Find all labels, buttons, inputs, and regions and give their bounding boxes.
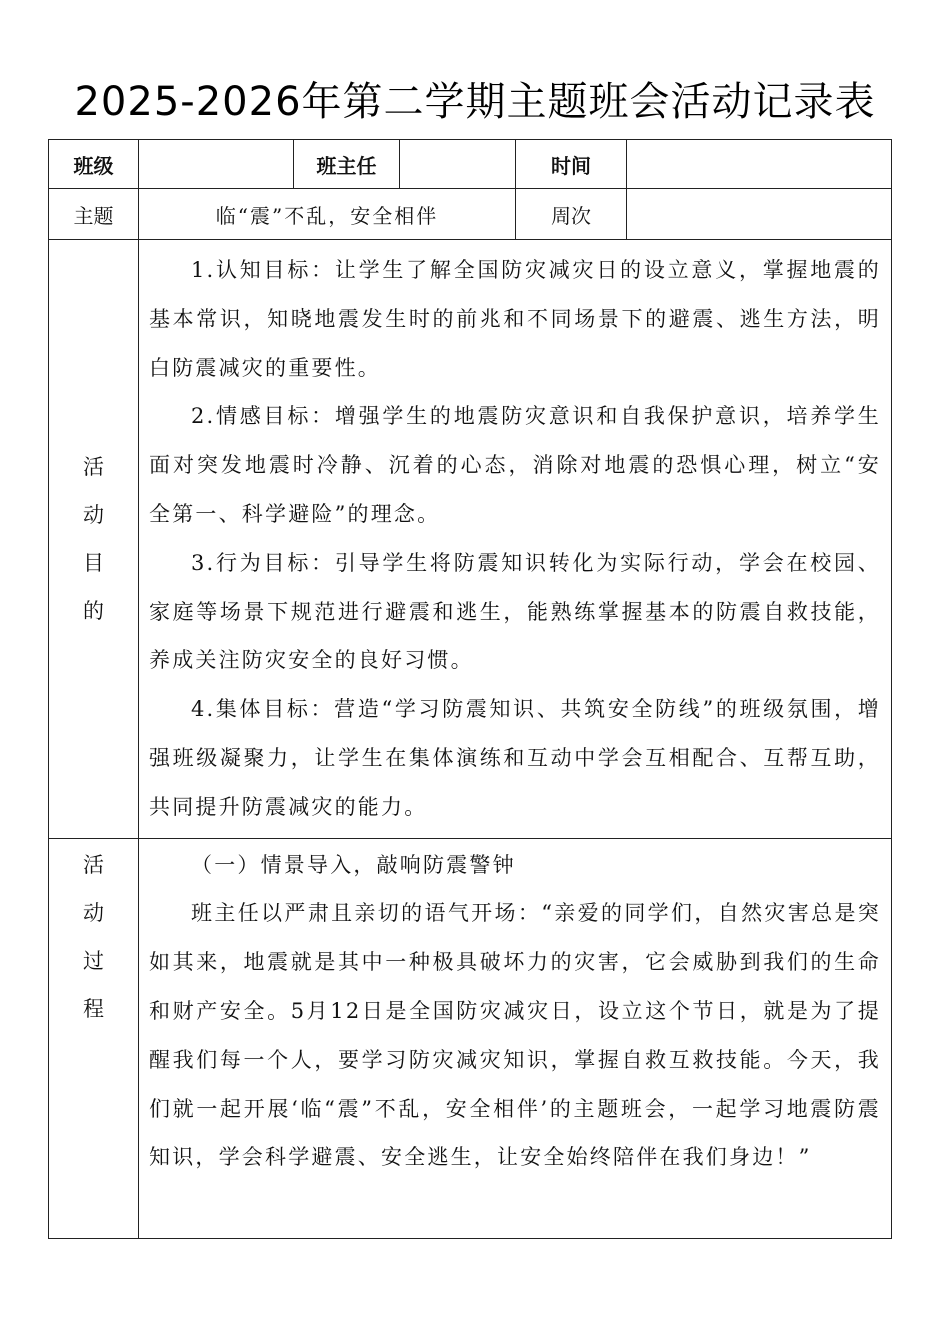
record-table bbox=[48, 139, 892, 1239]
class-label: 班级 bbox=[49, 140, 139, 189]
goal-item: 3.行为目标：引导学生将防震知识转化为实际行动，学会在校园、家庭等场景下规范进行避震和逃生，能熟练掌握基本的防震自救技能，养成关注防灾安全的良好习惯。 bbox=[149, 550, 881, 673]
page-title: 2025-2026年第二学期主题班会活动记录表 bbox=[74, 79, 876, 125]
goal-item: 4.集体目标：营造“学习防震知识、共筑安全防线”的班级氛围，增强班级凝聚力，让学生在集体演练和互动中学会互相配合、互帮互助，共同提升防震减灾的能力。 bbox=[149, 697, 881, 819]
goals-row bbox=[49, 240, 892, 839]
goal-item: 1.认知目标：让学生了解全国防灾减灾日的设立意义，掌握地震的基本常识，知晓地震发生时的前兆和不同场景下的避震、逃生方法，明白防震减灾的重要性。 bbox=[149, 258, 881, 380]
week-label: 周次 bbox=[516, 189, 627, 240]
theme-value: 临“震”不乱，安全相伴 bbox=[139, 189, 516, 240]
process-content bbox=[139, 838, 892, 1238]
header-row bbox=[49, 140, 892, 189]
goals-content bbox=[139, 240, 892, 839]
theme-row bbox=[49, 189, 892, 240]
time-value[interactable] bbox=[627, 140, 892, 189]
theme-label: 主题 bbox=[49, 189, 139, 240]
process-paragraph: 班主任以严肃且亲切的语气开场：“亲爱的同学们，自然灾害总是突如其来，地震就是其中一种极具破坏力的灾害，它会威胁到我们的生命和财产安全。5月12日是全国防灾减灾日，设立这个节日，就是为了提醒我们每一个人，要学习防灾减灾知识，掌握自救互救技能。今天，我们就一起开展‘临“震”不乱，安全相伴’的主题班会，一起学习地震防震知识，学会科学避震、安全逃生，让安全始终陪伴在我们身边！” bbox=[149, 901, 881, 1170]
class-value[interactable] bbox=[139, 140, 294, 189]
week-value[interactable] bbox=[627, 189, 892, 240]
goal-item: 2.情感目标：增强学生的地震防灾意识和自我保护意识，培养学生面对突发地震时冷静、沉着的心态，消除对地震的恐惧心理，树立“安全第一、科学避险”的理念。 bbox=[149, 404, 881, 526]
process-label: 活 动 过 程 bbox=[49, 838, 139, 1238]
process-heading: （一）情景导入，敲响防震警钟 bbox=[191, 852, 516, 877]
goals-label: 活 动 目 的 bbox=[49, 240, 139, 839]
process-row bbox=[49, 838, 892, 1238]
time-label: 时间 bbox=[516, 140, 627, 189]
teacher-value[interactable] bbox=[400, 140, 516, 189]
teacher-label: 班主任 bbox=[294, 140, 400, 189]
